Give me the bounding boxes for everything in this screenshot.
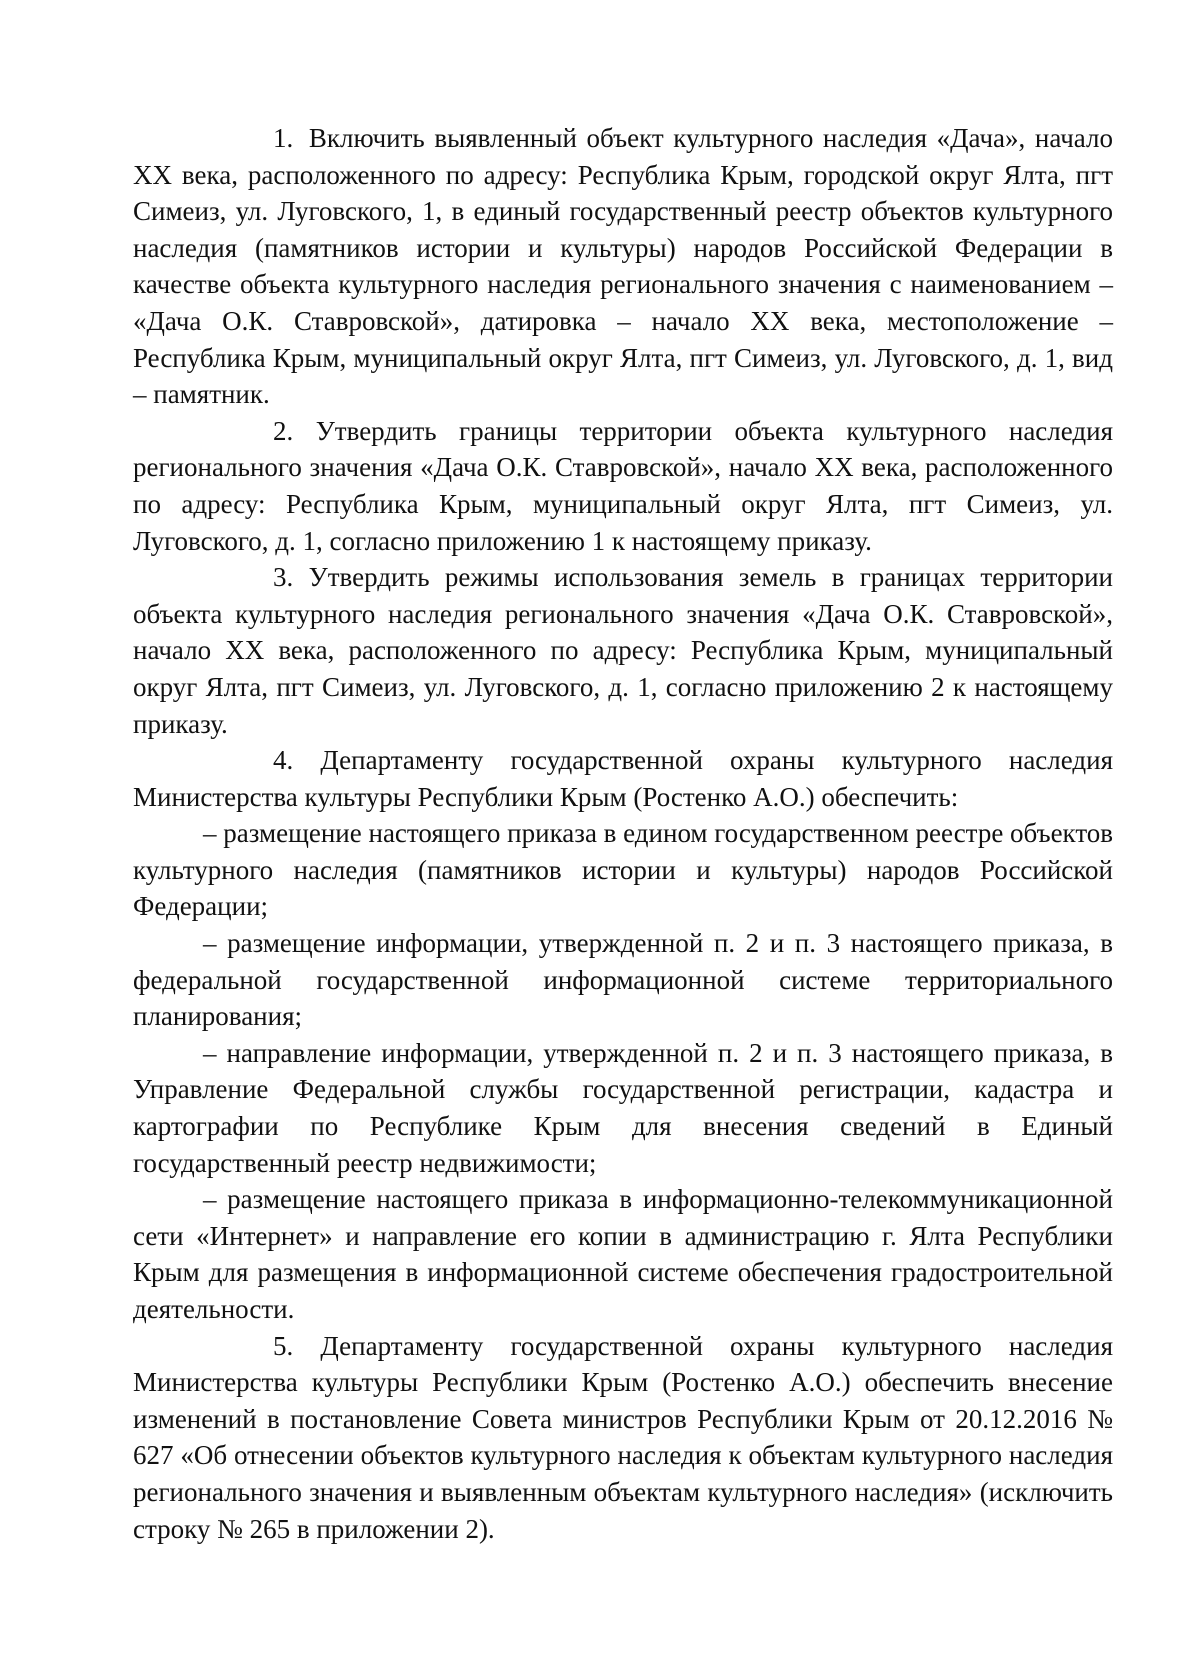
paragraph-text: Департаменту государственной охраны культурного наследия Министерства культуры Республики Крым (Ростенко А.О.) обеспечить: xyxy=(133,745,1113,812)
paragraph-text: Включить выявленный объект культурного наследия «Дача», начало XX века, расположенного по адресу: Республика Крым, городской округ Ялта, пгт Симеиз, ул. Луговского, 1, в единый государственный реестр объектов культурного наследия (памятников истории и культуры) народов Российской Федерации в качестве объекта культурного наследия регионального значения с наименованием – «Дача О.К. Ставровской», датировка – начало XX века, местоположение – Республика Крым, муниципальный округ Ялта, пгт Симеиз, ул. Луговского, д. 1, вид – памятник. xyxy=(133,123,1113,410)
paragraph-text: Утвердить границы территории объекта культурного наследия регионального значения «Дача О.К. Ставровской», начало XX века, расположенного по адресу: Республика Крым, муниципальный округ Ялта, пгт Симеиз, ул. Луговского, д. 1, согласно приложению 1 к настоящему приказу. xyxy=(133,415,1114,556)
list-item: – размещение настоящего приказа в едином государственном реестре объектов культурного наследия (памятников истории и культуры) народов Российской Федерации; xyxy=(133,818,1114,922)
paragraph-number: 2. xyxy=(273,415,294,446)
paragraph-number: 1. xyxy=(273,123,294,153)
paragraph-number: 5. xyxy=(273,1330,294,1361)
paragraph-3 xyxy=(133,559,1113,742)
paragraph-text: Утвердить режимы использования земель в границах территории объекта культурного наследия регионального значения «Дача О.К. Ставровской», начало XX века, расположенного по адресу: Республика Крым, муниципальный округ Ялта, пгт Симеиз, ул. Луговского, д. 1, согласно приложению 2 к настоящему приказу. xyxy=(133,562,1114,739)
paragraph-number: 4. xyxy=(273,745,294,776)
paragraph-text: Департаменту государственной охраны культурного наследия Министерства культуры Республики Крым (Ростенко А.О.) обеспечить внесение изменений в постановление Совета министров Республики Крым от 20.12.2016 № 627 «Об отнесении объектов культурного наследия к объектам культурного наследия регионального значения и выявленным объектам культурного наследия» (исключить строку № 265 в приложении 2). xyxy=(133,1330,1113,1544)
paragraph-2 xyxy=(133,413,1113,559)
list-item: – размещение информации, утвержденной п. 2 и п. 3 настоящего приказа, в федеральной государственной информационной системе территориального планирования; xyxy=(133,928,1113,1032)
paragraph-5 xyxy=(133,1328,1113,1548)
list-item: – направление информации, утвержденной п. 2 и п. 3 настоящего приказа, в Управление Федеральной службы государственной регистрации, кадастра и картографии по Республике Крым для внесения сведений в Единый государственный реестр недвижимости; xyxy=(133,1037,1113,1178)
list-item: – размещение настоящего приказа в информационно-телекоммуникационной сети «Интернет» и направление его копии в администрацию г. Ялта Республики Крым для размещения в информационной системе обеспечения градостроительной деятельности. xyxy=(133,1184,1113,1324)
document-body xyxy=(133,120,1113,1547)
paragraph-4 xyxy=(133,742,1113,815)
paragraph-1 xyxy=(133,120,1113,413)
paragraph-number: 3. xyxy=(273,562,294,593)
